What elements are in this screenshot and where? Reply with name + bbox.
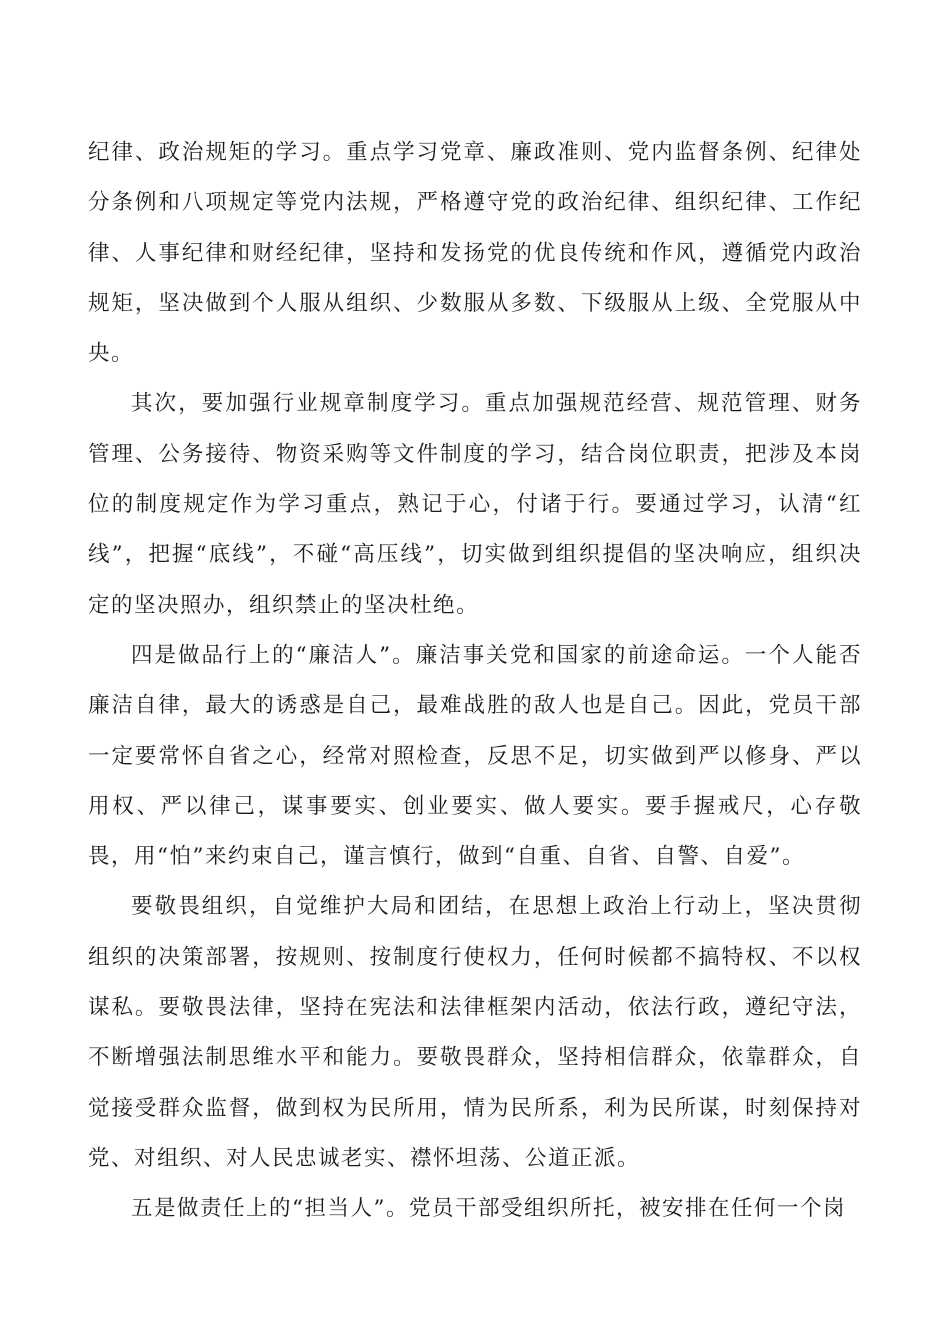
paragraph-responsibility: 五是做责任上的“担当人”。党员干部受组织所托，被安排在任何一个岗 xyxy=(131,1196,846,1222)
paragraph-integrity: 四是做品行上的“廉洁人”。廉洁事关党和国家的前途命运。一个人能否廉洁自律，最大的诱惑是自己，最难战胜的敌人也是自己。因此，党员干部一定要常怀自省之心，经常对照检查，反思不足，切实做到严以修身、严以用权、严以律己，谋事要实、创业要实、做人要实。要手握戒尺，心存敬畏，用“怕”来约束自己，谨言慎行，做到“自重、自省、自警、自爱”。 xyxy=(88,642,862,870)
paragraph-continued-discipline: 纪律、政治规矩的学习。重点学习党章、廉政准则、党内监督条例、纪律处分条例和八项规定等党内法规，严格遵守党的政治纪律、组织纪律、工作纪律、人事纪律和财经纪律，坚持和发扬党的优良传统和作风，遵循党内政治规矩，坚决做到个人服从组织、少数服从多数、下级服从上级、全党服从中央。 xyxy=(88,140,862,367)
document-body xyxy=(88,128,862,1235)
paragraph-reverence: 要敬畏组织，自觉维护大局和团结，在思想上政治上行动上，坚决贯彻组织的决策部署，按规则、按制度行使权力，任何时候都不搞特权、不以权谋私。要敬畏法律，坚持在宪法和法律框架内活动，依法行政，遵纪守法，不断增强法制思维水平和能力。要敬畏群众，坚持相信群众，依靠群众，自觉接受群众监督，做到权为民所用，情为民所系，利为民所谋，时刻保持对党、对组织、对人民忠诚老实、襟怀坦荡、公道正派。 xyxy=(88,894,862,1171)
paragraph-industry-regulations: 其次，要加强行业规章制度学习。重点加强规范经营、规范管理、财务管理、公务接待、物资采购等文件制度的学习，结合岗位职责，把涉及本岗位的制度规定作为学习重点，熟记于心，付诸于行。要通过学习，认清“红线”，把握“底线”，不碰“高压线”，切实做到组织提倡的坚决响应，组织决定的坚决照办，组织禁止的坚决杜绝。 xyxy=(88,391,862,618)
